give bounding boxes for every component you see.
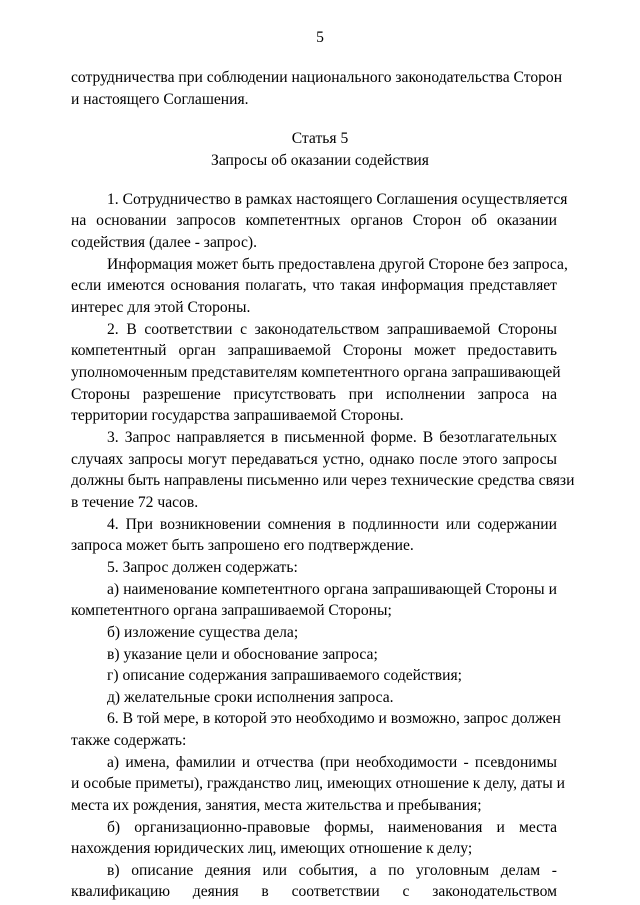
text-line: интерес для этой Стороны.: [71, 299, 251, 316]
text-line: если имеются основания полагать, что такая информация представляет: [71, 277, 557, 294]
text-line: содействия (далее - запрос).: [71, 234, 257, 251]
text-line: должны быть направлены письменно или через технические средства связи: [71, 472, 575, 489]
text-line: 4. При возникновении сомнения в подлинности или содержании: [107, 516, 557, 533]
text-line: 3. Запрос направляется в письменной форме. В безотлагательных: [107, 429, 557, 446]
text-line: уполномоченным представителям компетентного органа запрашивающей: [71, 364, 561, 381]
text-line: в течение 72 часов.: [71, 494, 199, 511]
text-line: нахождения юридических лиц, имеющих отношение к делу;: [71, 840, 473, 857]
text-line: компетентный орган запрашиваемой Стороны может предоставить: [71, 342, 557, 359]
text-line: на основании запросов компетентных органов Сторон об оказании: [71, 212, 557, 229]
text-line: б) организационно-правовые формы, наименования и места: [107, 819, 557, 836]
page-number: 5: [316, 29, 324, 46]
text-line: места их рождения, занятия, места жительства и пребывания;: [71, 797, 482, 814]
text-line: 5. Запрос должен содержать:: [107, 559, 298, 576]
text-line: 1. Сотрудничество в рамках настоящего Соглашения осуществляется: [107, 191, 568, 208]
article-heading: Статья 5: [291, 130, 349, 147]
text-line: а) наименование компетентного органа запрашивающей Стороны и: [107, 581, 557, 598]
text-line: и особые приметы), гражданство лиц, имеющих отношение к делу, даты и: [71, 775, 565, 792]
text-line: Стороны разрешение присутствовать при исполнении запроса на: [71, 386, 557, 403]
text-line: территории государства запрашиваемой Стороны.: [71, 407, 404, 424]
text-line: компетентного органа запрашиваемой Стороны;: [71, 602, 392, 619]
text-line: б) изложение существа дела;: [107, 624, 299, 641]
text-line: также содержать:: [71, 732, 187, 749]
text-line: сотрудничества при соблюдении национального законодательства Сторон: [71, 69, 563, 86]
text-line: а) имена, фамилии и отчества (при необходимости - псевдонимы: [107, 754, 557, 771]
text-line: в) описание деяния или события, а по уголовным делам -: [107, 862, 557, 879]
text-line: и настоящего Соглашения.: [71, 91, 249, 108]
text-line: квалификацию деяния в соответствии с законодательством: [71, 883, 557, 900]
text-line: 6. В той мере, в которой это необходимо и возможно, запрос должен: [107, 710, 561, 727]
text-line: д) желательные сроки исполнения запроса.: [107, 689, 394, 706]
text-line: в) указание цели и обоснование запроса;: [107, 646, 378, 663]
text-line: запроса может быть запрошено его подтверждение.: [71, 537, 414, 554]
text-line: 2. В соответствии с законодательством запрашиваемой Стороны: [107, 321, 557, 338]
text-line: случаях запросы могут передаваться устно, однако после этого запросы: [71, 451, 557, 468]
text-line: г) описание содержания запрашиваемого содействия;: [107, 667, 462, 684]
text-line: Информация может быть предоставлена другой Стороне без запроса,: [107, 256, 568, 273]
article-title: Запросы об оказании содействия: [211, 152, 429, 169]
